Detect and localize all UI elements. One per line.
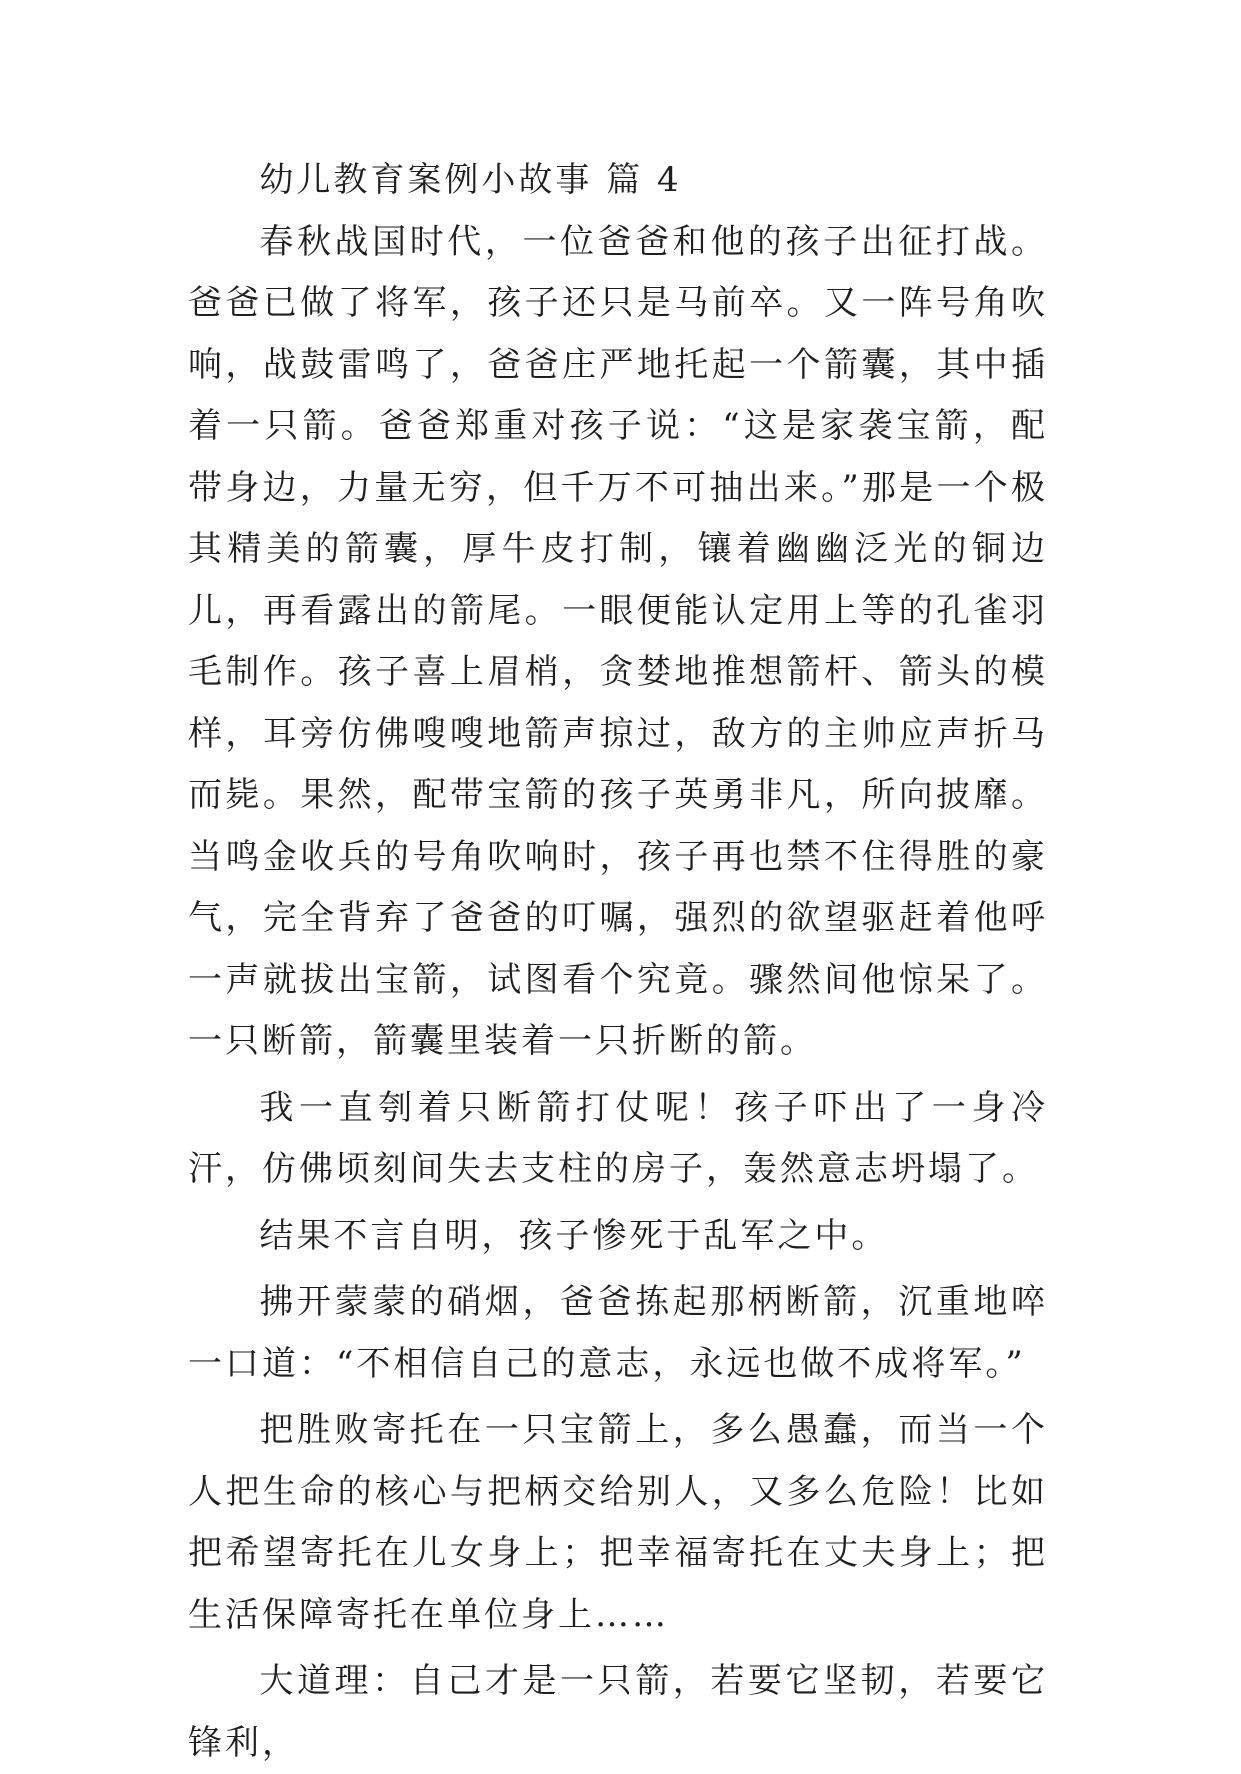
paragraph-father-words: 拂开蒙蒙的硝烟，爸爸拣起那柄断箭，沉重地啐一口道：“不相信自己的意志，永远也做不成将军。” xyxy=(188,1282,1048,1384)
paragraph-reflection: 把胜败寄托在一只宝箭上，多么愚蠢，而当一个人把生命的核心与把柄交给别人，又多么危险！比如把希望寄托在儿女身上；把幸福寄托在丈夫身上；把生活保障寄托在单位身上…… xyxy=(188,1410,1048,1635)
paragraph-realization: 我一直刳着只断箭打仗呢！孩子吓出了一身冷汗，仿佛顷刻间失去支柱的房子，轰然意志坍塌了。 xyxy=(188,1087,1048,1189)
section-title: 幼儿教育案例小故事 篇 4 xyxy=(259,160,682,200)
paragraph-outcome: 结果不言自明，孩子惨死于乱军之中。 xyxy=(259,1215,889,1256)
paragraph-story: 春秋战国时代，一位爸爸和他的孩子出征打战。爸爸已做了将军，孩子还只是马前卒。又一阵号角吹响，战鼓雷鸣了，爸爸庄严地托起一个箭囊，其中插着一只箭。爸爸郑重对孩子说：“这是家袭宝箭，配带身边，力量无穷，但千万不可抽出来。”那是一个极其精美的箭囊，厚牛皮打制，镶着幽幽泛光的铜边儿，再看露出的箭尾。一眼便能认定用上等的孔雀羽毛制作。孩子喜上眉梢，贪婪地推想箭杆、箭头的模样，耳旁仿佛嗖嗖地箭声掠过，敌方的主帅应声折马而毙。果然，配带宝箭的孩子英勇非凡，所向披靡。当鸣金收兵的号角吹响时，孩子再也禁不住得胜的豪气，完全背弃了爸爸的叮嘱，强烈的欲望驱赶着他呼一声就拔出宝箭，试图看个究竟。骤然间他惊呆了。一只断箭，箭囊里装着一只折断的箭。 xyxy=(188,221,1048,1061)
document-body xyxy=(188,150,1048,1774)
paragraph-moral: 大道理：自己才是一只箭，若要它坚韧，若要它锋利， xyxy=(188,1661,1048,1763)
